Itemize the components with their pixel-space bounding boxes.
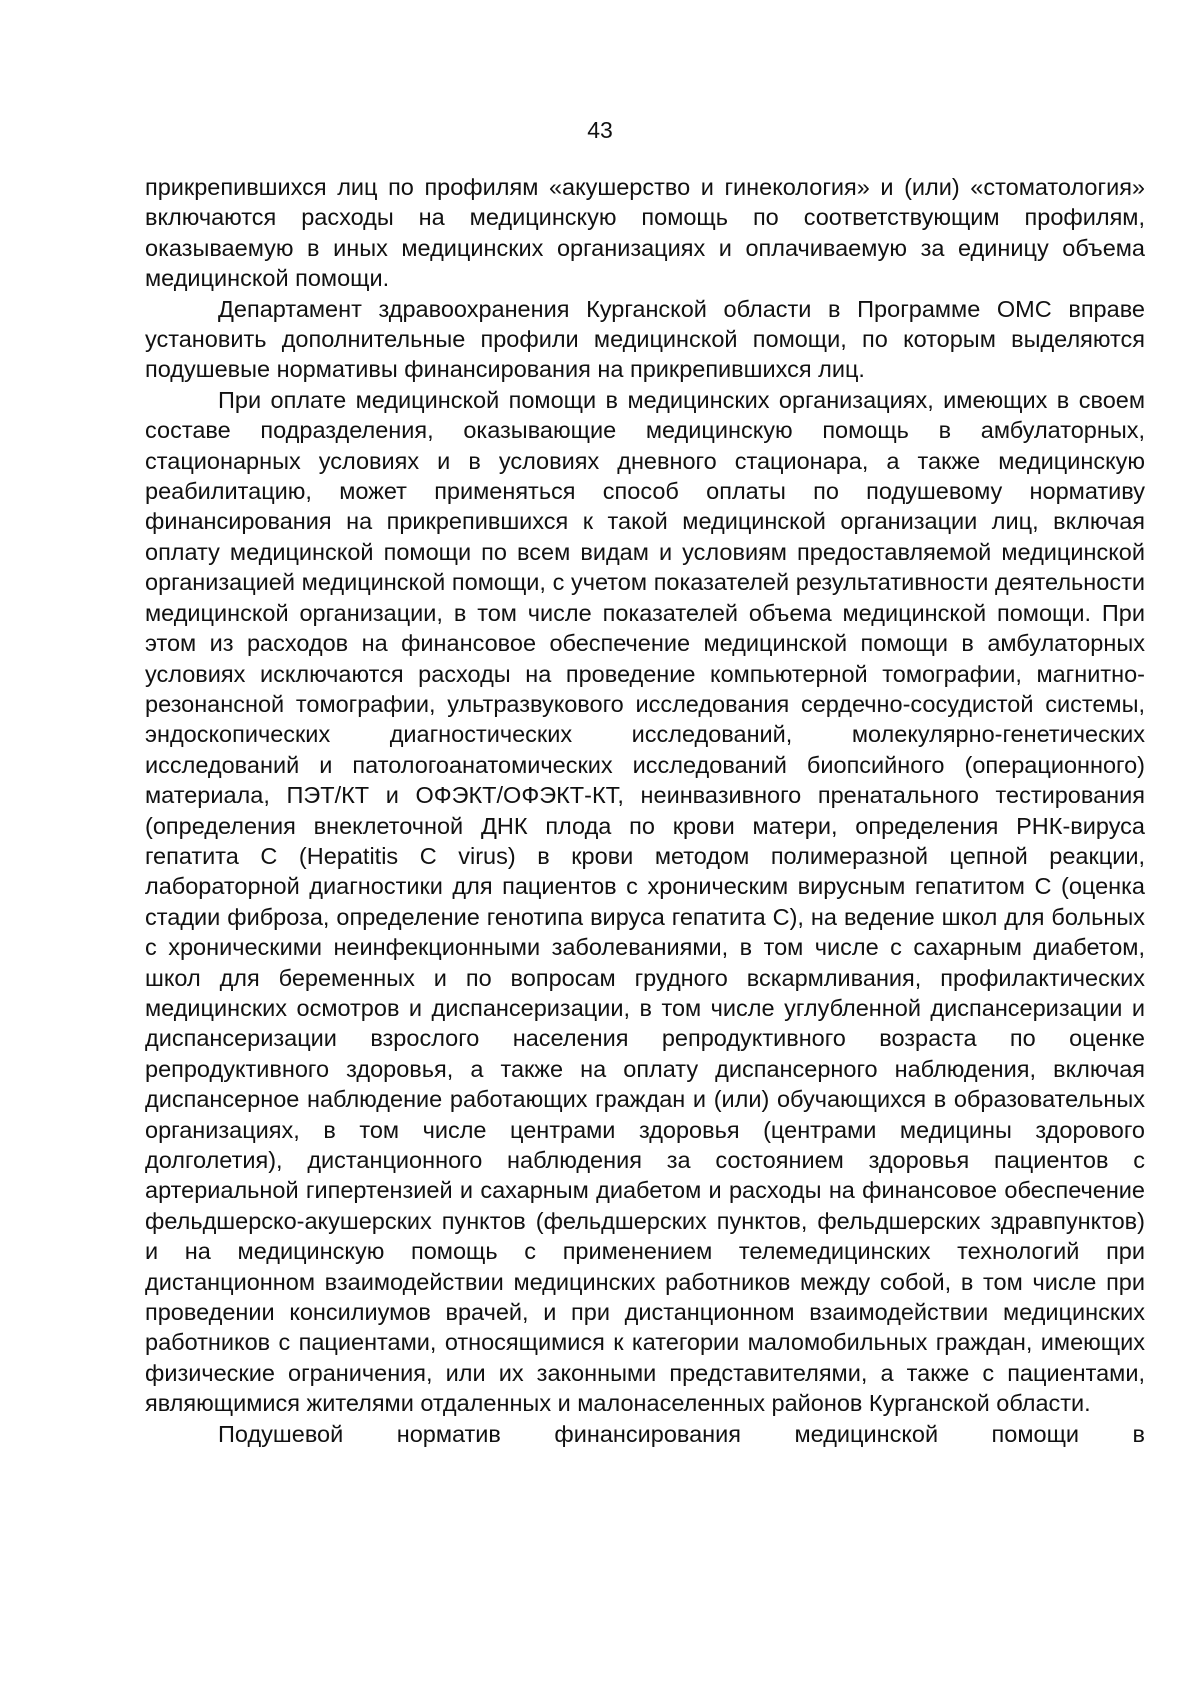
paragraph-per-capita-standard: Подушевой норматив финансирования медицинской помощи в xyxy=(218,1420,1145,1447)
document-body xyxy=(145,172,1145,1449)
paragraph-continuation: прикрепившихся лиц по профилям «акушерство и гинекология» и (или) «стоматология» включаются расходы на медицинскую помощь по соответствующим профилям, оказываемую в иных медицинских организациях и оплачиваемую за единицу объема медицинской помощи. xyxy=(145,174,1145,292)
paragraph-payment-method: При оплате медицинской помощи в медицинских организациях, имеющих в своем составе подразделения, оказывающие медицинскую помощь в амбулаторных, стационарных условиях и в условиях дневного стационара, а также медицинскую реабилитацию, может применяться способ оплаты по подушевому нормативу финансирования на прикрепившихся к такой медицинской организации лиц, включая оплату медицинской помощи по всем видам и условиям предоставляемой медицинской организацией медицинской помощи, с учетом показателей результативности деятельности медицинской организации, в том числе показателей объема медицинской помощи. При этом из расходов на финансовое обеспечение медицинской помощи в амбулаторных условиях исключаются расходы на проведение компьютерной томографии, магнитно-резонансной томографии, ультразвукового исследования сердечно-сосудистой системы, эндоскопических диагностических исследований, молекулярно-генетических исследований и патологоанатомических исследований биопсийного (операционного) материала, ПЭТ/КТ и ОФЭКТ/ОФЭКТ-КТ, неинвазивного пренатального тестирования (определения внеклеточной ДНК плода по крови матери, определения РНК-вируса гепатита С (Hepatitis C virus) в крови методом полимеразной цепной реакции, лабораторной диагностики для пациентов с хроническим вирусным гепатитом С (оценка стадии фиброза, определение генотипа вируса гепатита С), на ведение школ для больных с хроническими неинфекционными заболеваниями, в том числе с сахарным диабетом, школ для беременных и по вопросам грудного вскармливания, профилактических медицинских осмотров и диспансеризации, в том числе углубленной диспансеризации и диспансеризации взрослого населения репродуктивного возраста по оценке репродуктивного здоровья, а также на оплату диспансерного наблюдения, включая диспансерное наблюдение работающих граждан и (или) обучающихся в образовательных организациях, в том числе центрами здоровья (центрами медицины здорового долголетия), дистанционного наблюдения за состоянием здоровья пациентов с артериальной гипертензией и сахарным диабетом и расходы на финансовое обеспечение фельдшерско-акушерских пунктов (фельдшерских пунктов, фельдшерских здравпунктов) и на медицинскую помощь с применением телемедицинских технологий при дистанционном взаимодействии медицинских работников между собой, в том числе при проведении консилиумов врачей, и при дистанционном взаимодействии медицинских работников с пациентами, относящимися к категории маломобильных граждан, имеющих физические ограничения, или их законными представителями, а также с пациентами, являющимися жителями отдаленных и малонаселенных районов Курганской области. xyxy=(145,386,1145,1417)
paragraph-department-profiles: Департамент здравоохранения Курганской области в Программе ОМС вправе установить дополнительные профили медицинской помощи, по которым выделяются подушевые нормативы финансирования на прикрепившихся лиц. xyxy=(145,295,1145,383)
page-number: 43 xyxy=(587,117,613,143)
